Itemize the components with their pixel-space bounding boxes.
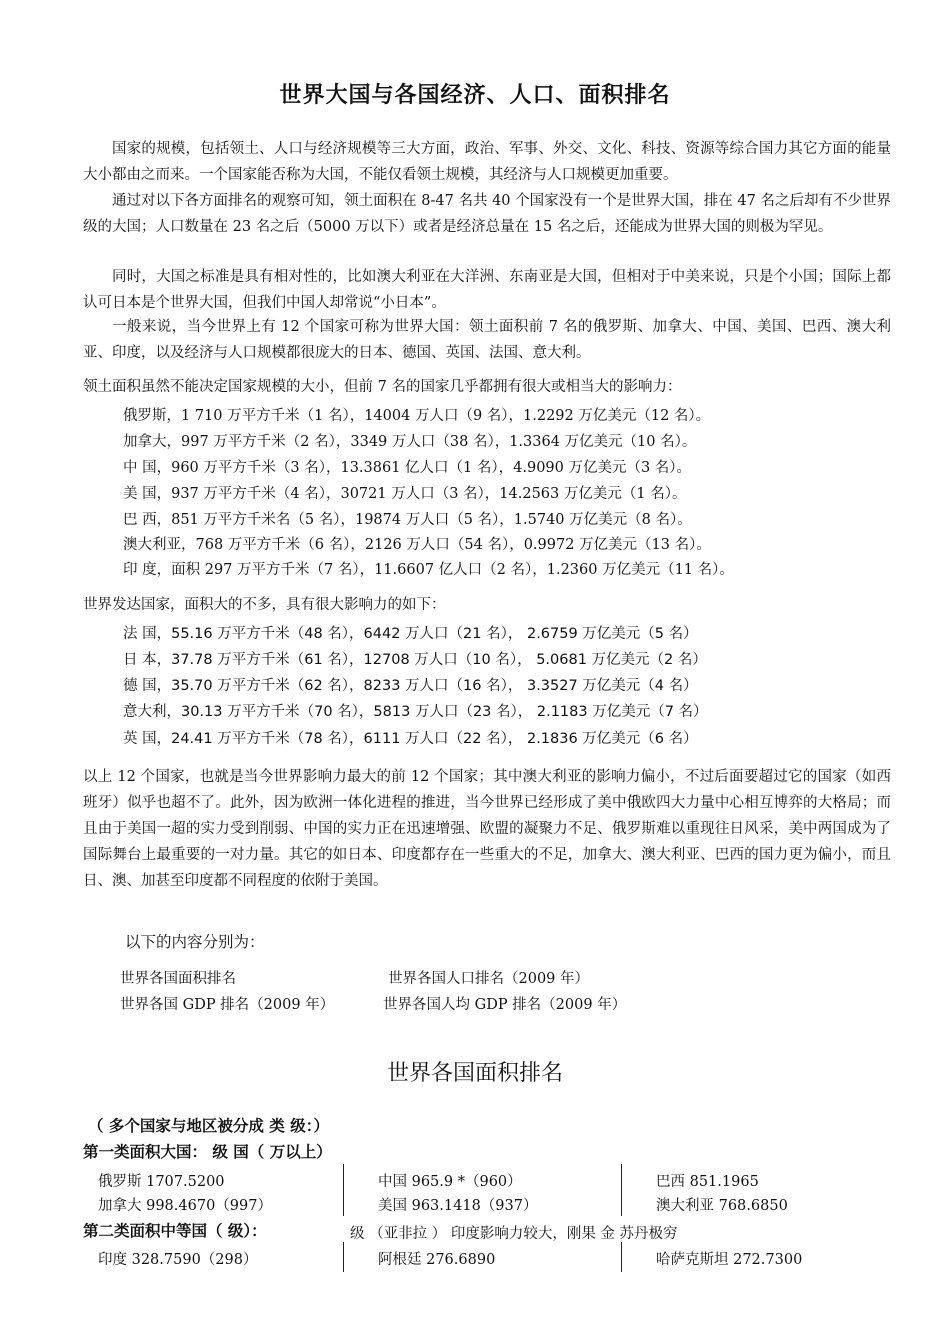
area-cell: 阿根廷 276.6890	[378, 1252, 496, 1268]
intro-paragraph-1: 国家的规模，包括领土、人口与经济规模等三大方面，政治、军事、外交、文化、科技、资源等综合国力其它方面的能量大小都由之而来。一个国家能否称为大国，不能仅看领土规模，其经济与人口规模更加重要。	[83, 141, 891, 183]
developed-row: 意大利，30.13 万平方千米（70 名），5813 万人口（23 名）， 2.1183 万亿美元（7 名）	[123, 704, 708, 720]
territory-row: 美 国，937 万平方千米（4 名），30721 万人口（3 名），14.2563 万亿美元（1 名）。	[123, 486, 687, 502]
contents-item: 世界各国面积排名	[120, 971, 236, 987]
area-cell: 加拿大 998.4670（997）	[98, 1198, 272, 1214]
table-divider	[621, 1242, 622, 1272]
table-divider	[343, 1164, 344, 1216]
class1-label: 第一类面积大国： 级 国（ 万以上）	[83, 1143, 332, 1161]
territory-row: 中 国，960 万平方千米（3 名），13.3861 亿人口（1 名），4.9090 万亿美元（3 名）。	[123, 460, 692, 476]
contents-item: 世界各国人均 GDP 排名（2009 年）	[383, 997, 627, 1013]
area-section-title: 世界各国面积排名	[386, 1061, 563, 1086]
class2-label: 第二类面积中等国（ 级）：	[83, 1222, 267, 1240]
area-cell: 澳大利亚 768.6850	[656, 1198, 788, 1214]
territory-row: 俄罗斯，1 710 万平方千米（1 名），14004 万人口（9 名），1.2292 万亿美元（12 名）。	[123, 408, 711, 424]
contents-lead: 以下的内容分别为：	[125, 933, 265, 951]
intro-paragraph-4: 一般来说，当今世界上有 12 个国家可称为世界大国：领土面积前 7 名的俄罗斯、加拿大、中国、美国、巴西、澳大利亚、印度，以及经济与人口规模都很庞大的日本、德国、英国、法国、意大利。	[83, 319, 891, 361]
area-cell: 美国 963.1418（937）	[378, 1198, 538, 1214]
table-divider	[343, 1242, 344, 1272]
area-section-note: （ 多个国家与地区被分成 类 级：）	[88, 1117, 329, 1135]
territory-row: 澳大利亚，768 万平方千米（6 名），2126 万人口（54 名），0.9972 万亿美元（13 名）。	[123, 537, 711, 553]
table-divider	[621, 1164, 622, 1216]
intro-paragraph-2: 通过对以下各方面排名的观察可知，领土面积在 8-47 名共 40 个国家没有一个是世界大国，排在 47 名之后却有不少世界级的大国；人口数量在 23 名之后（5000 万以下）或者是经济总量在 15 名之后，还能成为世界大国的则极为罕见。	[83, 193, 891, 235]
intro-paragraph-3: 同时，大国之标准是具有相对性的，比如澳大利亚在大洋洲、东南亚是大国，但相对于中美来说，只是个小国；国际上都认可日本是个世界大国，但我们中国人却常说“小日本”。	[83, 269, 891, 311]
document-title: 世界大国与各国经济、人口、面积排名	[279, 83, 671, 108]
area-cell: 巴西 851.1965	[656, 1174, 759, 1190]
summary-paragraph: 以上 12 个国家，也就是当今世界影响力最大的前 12 个国家；其中澳大利亚的影响力偏小，不过后面要超过它的国家（如西班牙）似乎也超不了。此外，因为欧洲一体化进程的推进，当今世界已经形成了美中俄欧四大力量中心相互博弈的大格局；而且由于美国一超的实力受到削弱、中国的实力正在迅速增强、欧盟的凝聚力不足、俄罗斯难以重现往日风采，美中两国成为了国际舞台上最重要的一对力量。其它的如日本、印度都存在一些重大的不足，加拿大、澳大利亚、巴西的国力更为偏小，而且日、澳、加甚至印度都不同程度的依附于美国。	[83, 769, 891, 889]
developed-row: 德 国，35.70 万平方千米（62 名），8233 万人口（16 名）， 3.3527 万亿美元（4 名）	[123, 678, 698, 694]
territory-row: 加拿大，997 万平方千米（2 名），3349 万人口（38 名），1.3364 万亿美元（10 名）。	[123, 434, 697, 450]
class2-note: 级 （亚非拉 ） 印度影响力较大，刚果 金 苏丹极穷	[350, 1226, 678, 1242]
contents-item: 世界各国 GDP 排名（2009 年）	[120, 997, 335, 1013]
territory-row: 巴 西，851 万平方千米名（5 名），19874 万人口（5 名），1.5740 万亿美元（8 名）。	[123, 512, 692, 528]
territory-row: 印 度，面积 297 万平方千米（7 名），11.6607 亿人口（2 名），1.2360 万亿美元（11 名）。	[123, 562, 734, 578]
area-cell: 中国 965.9 *（960）	[378, 1174, 522, 1190]
contents-item: 世界各国人口排名（2009 年）	[388, 971, 590, 987]
developed-lead: 世界发达国家，面积大的不多，具有很大影响力的如下：	[83, 597, 446, 613]
developed-row: 日 本，37.78 万平方千米（61 名），12708 万人口（10 名）， 5.0681 万亿美元（2 名）	[123, 652, 707, 668]
developed-row: 法 国，55.16 万平方千米（48 名），6442 万人口（21 名）， 2.6759 万亿美元（5 名）	[123, 626, 698, 642]
area-cell: 印度 328.7590（298）	[98, 1252, 258, 1268]
area-cell: 俄罗斯 1707.5200	[98, 1174, 225, 1190]
territory-lead: 领土面积虽然不能决定国家规模的大小，但前 7 名的国家几乎都拥有很大或相当大的影响力：	[83, 379, 682, 395]
developed-row: 英 国，24.41 万平方千米（78 名），6111 万人口（22 名）， 2.1836 万亿美元（6 名）	[123, 731, 698, 747]
area-cell: 哈萨克斯坦 272.7300	[656, 1252, 803, 1268]
